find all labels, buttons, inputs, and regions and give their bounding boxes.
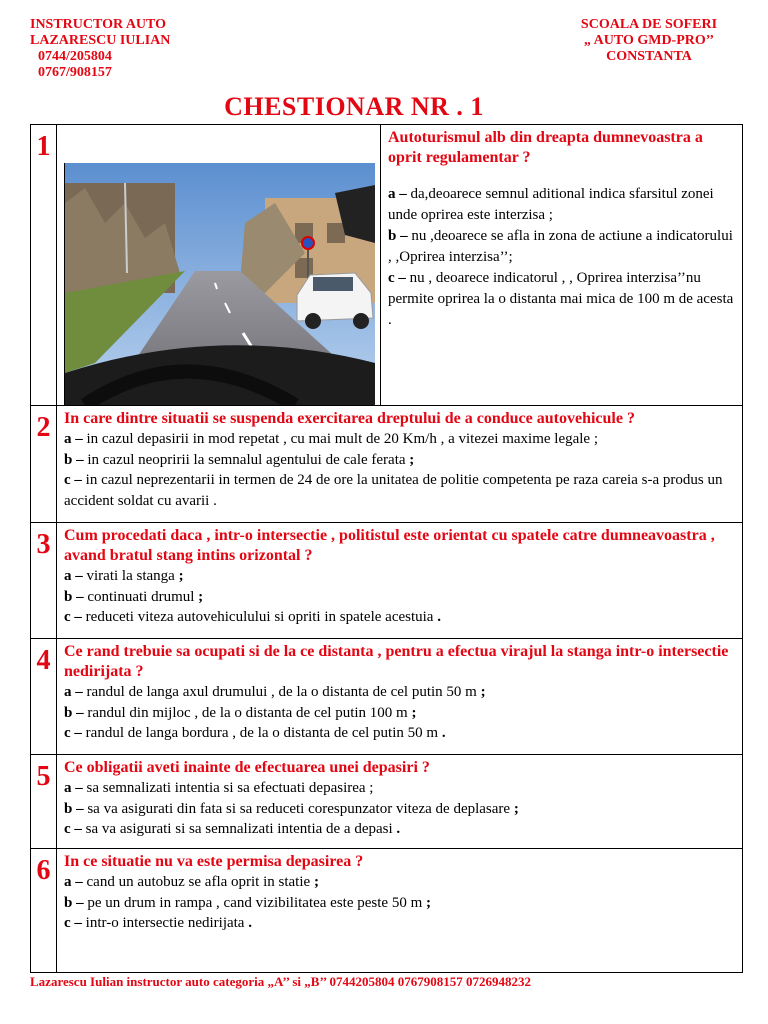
question-body	[64, 852, 736, 934]
answer-text: randul de langa axul drumului , de la o distanta de cel putin 50 m	[82, 684, 481, 700]
question-row-1	[30, 124, 743, 406]
answer-text: nu , deoarece indicatorul , , Oprirea interzisa’’nu permite oprirea la o distanta mai mica de 100 m de acesta .	[388, 270, 734, 328]
question-text: Ce rand trebuie sa ocupati si de la ce distanta , pentru a efectua virajul la stanga intr-o intersectie nedirijata ?	[64, 643, 729, 680]
answer-letter: c –	[64, 915, 82, 931]
answer-a	[64, 566, 736, 587]
answer-end: ;	[409, 451, 415, 468]
answer-text: in cazul neprezentarii in termen de 24 de ore la unitatea de politie competenta pe raza careia s-a produs un accident soldat cu avarii .	[64, 472, 723, 509]
answer-text: virati la stanga	[82, 568, 179, 584]
answer-letter: a –	[64, 431, 83, 447]
page-title: CHESTIONAR NR . 1	[224, 92, 484, 121]
answer-text: randul din mijloc , de la o distanta de cel putin 100 m	[83, 704, 412, 721]
answer-end: ;	[313, 874, 319, 890]
question-number: 2	[31, 406, 57, 522]
question-body	[388, 128, 736, 331]
question-text: Ce obligatii aveti inainte de efectuarea unei depasiri ?	[64, 759, 430, 776]
header-left	[30, 17, 170, 81]
answer-a	[64, 872, 736, 893]
answer-letter: a –	[388, 186, 407, 202]
answer-text: sa semnalizati intentia si sa efectuati depasirea ;	[82, 780, 374, 796]
answer-letter: b –	[64, 704, 84, 721]
answer-b	[64, 587, 736, 608]
question-row-6	[30, 848, 743, 973]
question-text: Cum procedati daca , intr-o intersectie , politistul este orientat cu spatele catre dumneavoastra , avand bratul stang intins orizontal ?	[64, 527, 715, 564]
question-row-3	[30, 522, 743, 639]
answer-letter: c –	[64, 609, 82, 625]
answer-letter: b –	[64, 588, 84, 605]
question-number: 4	[31, 639, 57, 754]
answer-b	[388, 226, 736, 268]
answer-a	[64, 429, 736, 450]
question-text: In care dintre situatii se suspenda exercitarea dreptului de a conduce autovehicule ?	[64, 410, 635, 427]
question-row-2	[30, 405, 743, 523]
header-right-line: CONSTANTA	[606, 49, 692, 64]
answer-text: randul de langa bordura , de la o distanta de cel putin 50 m	[81, 725, 442, 741]
answer-b	[64, 893, 736, 914]
answer-end: .	[437, 609, 441, 625]
answer-end: ;	[513, 800, 519, 817]
answer-letter: c –	[388, 270, 406, 286]
answer-letter: c –	[64, 725, 82, 741]
answer-text: cand un autobuz se afla oprit in statie	[82, 874, 314, 890]
answer-b	[64, 799, 736, 820]
header-left-line: INSTRUCTOR AUTO	[30, 17, 167, 32]
question-text: Autoturismul alb din dreapta dumnevoastra a oprit regulamentar ?	[388, 129, 703, 166]
answer-c	[64, 470, 736, 511]
answer-end: .	[441, 725, 446, 741]
answer-text: sa va asigurati din fata si sa reduceti corespunzator viteza de deplasare	[83, 800, 514, 817]
header-left-phone: 0767/908157	[38, 65, 112, 80]
answer-letter: b –	[64, 894, 84, 911]
answer-end: ;	[426, 894, 431, 911]
answer-end: .	[248, 915, 252, 931]
answer-letter: c –	[64, 821, 82, 837]
header-right	[572, 17, 726, 65]
question-body	[64, 642, 736, 744]
column-divider	[380, 125, 381, 405]
question-number: 3	[31, 523, 57, 638]
answer-a	[388, 184, 736, 226]
answer-text: in cazul depasirii in mod repetat , cu mai mult de 20 Km/h , a vitezei maxime legale ;	[82, 431, 599, 447]
answer-c	[388, 268, 736, 331]
answer-letter: a –	[64, 780, 83, 796]
answer-c	[64, 913, 736, 934]
answer-c	[64, 819, 736, 840]
answer-letter: a –	[64, 684, 83, 700]
question-body	[64, 409, 736, 511]
answer-text: intr-o intersectie nedirijata	[81, 915, 249, 931]
answer-letter: c –	[64, 472, 82, 488]
header-left-phone: 0744/205804	[38, 49, 112, 64]
answer-text: continuati drumul	[83, 588, 199, 605]
answer-text: reduceti viteza autovehiculului si opriti in spatele acestuia	[81, 609, 438, 625]
answer-text: sa va asigurati si sa semnalizati intentia de a depasi	[81, 821, 397, 837]
question-number: 1	[31, 125, 57, 405]
footer-contact: Lazarescu Iulian instructor auto categoria „A’’ si „B’’ 0744205804 0767908157 0726948232	[30, 974, 531, 989]
road-photo-image	[65, 163, 375, 405]
question-text: In ce situatie nu va este permisa depasirea ?	[64, 853, 364, 870]
answer-text: in cazul neopririi la semnalul agentului de cale ferata	[83, 451, 410, 468]
answer-end: .	[396, 821, 401, 837]
header-left-line: LAZARESCU IULIAN	[30, 33, 171, 48]
question-row-4	[30, 638, 743, 755]
header-right-line: SCOALA DE SOFERI	[580, 17, 718, 32]
answer-letter: b –	[388, 228, 408, 244]
answer-c	[64, 607, 736, 628]
answer-text: pe un drum in rampa , cand vizibilitatea este peste 50 m	[83, 894, 426, 911]
road-photo	[64, 163, 375, 405]
answer-end: ;	[480, 684, 486, 700]
question-row-5	[30, 754, 743, 849]
answer-end: ;	[411, 704, 417, 721]
answer-letter: b –	[64, 451, 84, 468]
answer-letter: a –	[64, 568, 83, 584]
answer-letter: b –	[64, 800, 84, 817]
question-body	[64, 758, 736, 840]
answer-letter: a –	[64, 874, 83, 890]
answer-text: nu ,deoarece se afla in zona de actiune a indicatorului , ,Oprirea interzisa’’;	[388, 228, 733, 265]
question-number: 5	[31, 755, 57, 848]
answer-c	[64, 723, 736, 744]
answer-a	[64, 778, 736, 799]
answer-a	[64, 682, 736, 703]
answer-b	[64, 450, 736, 471]
answer-b	[64, 703, 736, 724]
answer-end: ;	[178, 568, 184, 584]
answer-text: da,deoarece semnul aditional indica sfarsitul zonei unde oprirea este interzisa ;	[388, 186, 714, 223]
question-number: 6	[31, 849, 57, 972]
answer-end: ;	[198, 588, 204, 605]
header-right-line: „ AUTO GMD-PRO’’	[583, 33, 715, 48]
question-body	[64, 526, 736, 628]
